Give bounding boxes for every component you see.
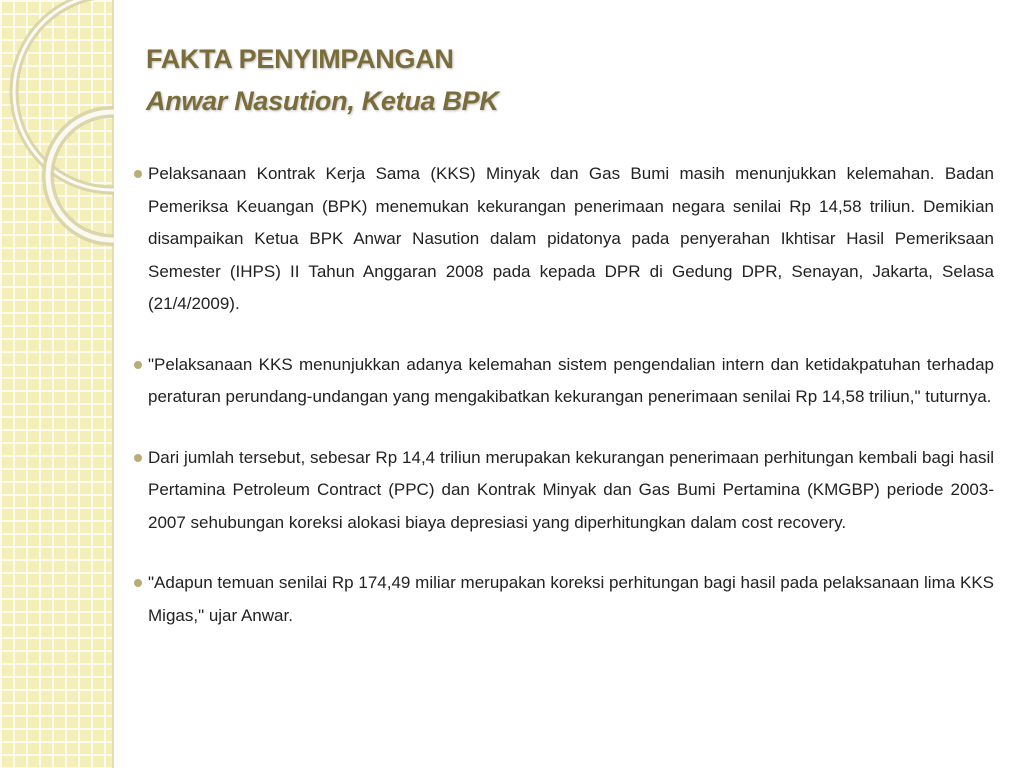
- bullet-text: Pelaksanaan Kontrak Kerja Sama (KKS) Minyak dan Gas Bumi masih menunjukkan kelemahan. Badan Pemeriksa Keuangan (BPK) menemukan kekurangan penerimaan negara senilai Rp 14,58 triliun. Demikian disampaikan Ketua BPK Anwar Nasution dalam pidatonya pada penyerahan Ikhtisar Hasil Pemeriksaan Semester (IHPS) II Tahun Anggaran 2008 pada kepada DPR di Gedung DPR, Senayan, Jakarta, Selasa (21/4/2009).: [148, 164, 994, 313]
- slide-title: [146, 38, 499, 122]
- bullet-list: [132, 158, 994, 660]
- bullet-text: "Adapun temuan senilai Rp 174,49 miliar merupakan koreksi perhitungan bagi hasil pada pelaksanaan lima KKS Migas," ujar Anwar.: [148, 573, 994, 625]
- bullet-dot-icon: [134, 454, 142, 462]
- bullet-dot-icon: [134, 170, 142, 178]
- decorative-side-panel: [0, 0, 114, 768]
- bullet-item: [132, 567, 994, 632]
- title-heading: FAKTA PENYIMPANGAN: [146, 44, 454, 74]
- bullet-dot-icon: [134, 579, 142, 587]
- bullet-text: "Pelaksanaan KKS menunjukkan adanya kelemahan sistem pengendalian intern dan ketidakpatuhan terhadap peraturan perundang-undangan yang mengakibatkan kekurangan penerimaan senilai Rp 14,58 triliun," tuturnya.: [148, 354, 994, 406]
- title-subheading: Anwar Nasution, Ketua BPK: [146, 86, 499, 116]
- bullet-item: [132, 349, 994, 414]
- bullet-item: [132, 158, 994, 321]
- bullet-dot-icon: [134, 361, 142, 369]
- bullet-item: [132, 442, 994, 540]
- decorative-rings-icon: [0, 0, 114, 768]
- bullet-text: Dari jumlah tersebut, sebesar Rp 14,4 triliun merupakan kekurangan penerimaan perhitungan kembali bagi hasil Pertamina Petroleum Contract (PPC) dan Kontrak Minyak dan Gas Bumi Pertamina (KMGBP) periode 2003-2007 sehubungan koreksi alokasi biaya depresiasi yang diperhitungkan dalam cost recovery.: [148, 447, 994, 532]
